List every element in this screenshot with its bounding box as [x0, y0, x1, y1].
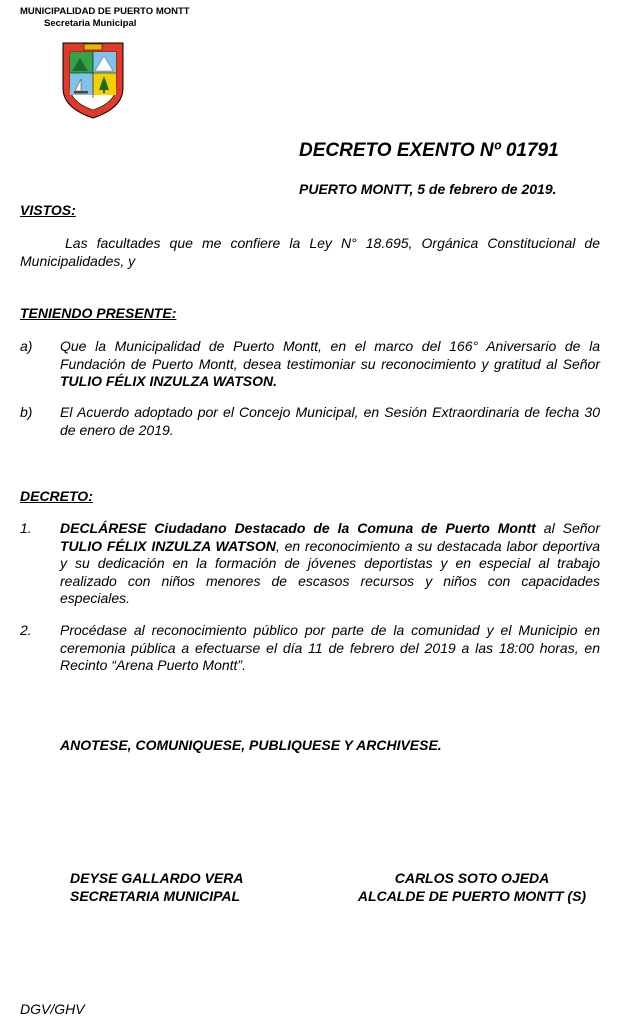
- signatory-role: ALCALDE DE PUERTO MONTT (S): [357, 888, 587, 904]
- vistos-text: Las facultades que me confiere la Ley N° 18.695, Orgánica Constitucional de Municipalidades, y: [20, 235, 600, 269]
- signatory-name: DEYSE GALLARDO VERA: [70, 870, 244, 886]
- item-text: Que la Municipalidad de Puerto Montt, en el marco del 166° Aniversario de la Fundación de Puerto Montt, desea testimoniar su reconocimiento y gratitud al Señor: [60, 338, 600, 372]
- municipal-crest-logo: [60, 40, 126, 120]
- signature-secretary: [70, 869, 243, 905]
- item-marker: 1.: [20, 520, 32, 536]
- decree-date: PUERTO MONTT, 5 de febrero de 2019.: [299, 181, 557, 197]
- signatory-name: CARLOS SOTO OJEDA: [394, 870, 550, 886]
- teniendo-heading: TENIENDO PRESENTE:: [20, 305, 177, 321]
- honoree-name: TULIO FÉLIX INZULZA WATSON.: [60, 373, 277, 389]
- teniendo-item-b: [20, 404, 600, 439]
- signatory-role: SECRETARIA MUNICIPAL: [70, 888, 241, 904]
- item-marker: a): [20, 338, 33, 354]
- teniendo-item-a: [20, 338, 600, 391]
- decreto-item-1: [20, 520, 600, 608]
- declaration-text: DECLÁRESE Ciudadano Destacado de la Comuna de Puerto Montt: [60, 520, 536, 536]
- signature-mayor: [352, 869, 592, 905]
- department-name: Secretaria Municipal: [44, 18, 137, 29]
- item-text: Procédase al reconocimiento público por parte de la comunidad y el Municipio en ceremonia pública a efectuarse el día 11 de febrero del 2019 a las 18:00 horas, en Recinto “Arena Puerto Montt”.: [60, 622, 600, 673]
- closing-statement: ANOTESE, COMUNIQUESE, PUBLIQUESE Y ARCHIVESE.: [60, 737, 442, 753]
- decree-title: DECRETO EXENTO Nº 01791: [299, 140, 559, 161]
- decreto-heading: DECRETO:: [20, 488, 93, 504]
- item-marker: b): [20, 404, 33, 420]
- item-marker: 2.: [20, 622, 32, 638]
- reference-initials: DGV/GHV: [20, 1001, 85, 1017]
- honoree-name: TULIO FÉLIX INZULZA WATSON: [60, 537, 276, 554]
- item-text: , en reconocimiento a su destacada labor deportiva y su dedicación en la formación de jóvenes deportistas y en especial al trabajo realizado con niños menores de escasos recursos y niños con capacidades especiales.: [60, 537, 600, 606]
- vistos-heading: VISTOS:: [20, 202, 76, 218]
- organization-name: MUNICIPALIDAD DE PUERTO MONTT: [20, 6, 190, 17]
- decreto-item-2: [20, 622, 600, 675]
- item-text: El Acuerdo adoptado por el Concejo Municipal, en Sesión Extraordinaria de fecha 30 de enero de 2019.: [60, 404, 600, 438]
- item-text: al Señor: [535, 520, 600, 536]
